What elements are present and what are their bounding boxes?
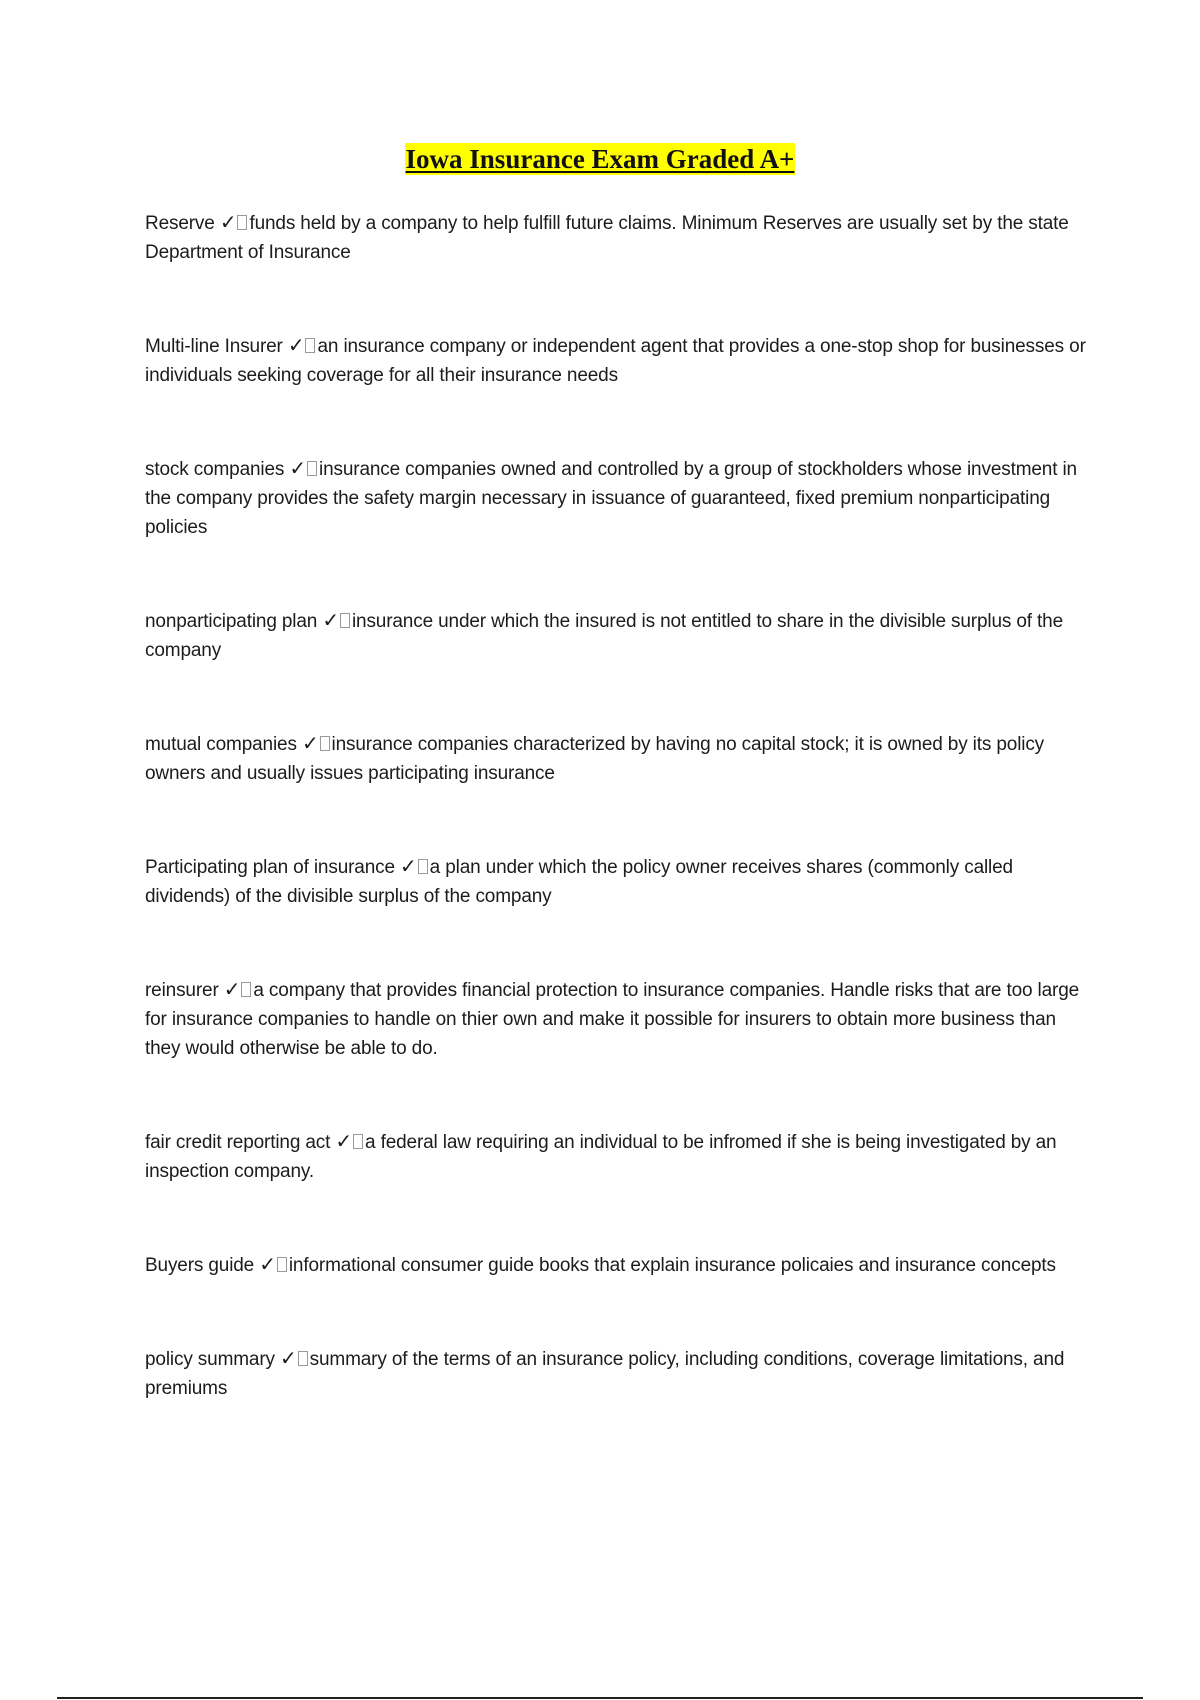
check-icon: ✓ [322, 608, 339, 632]
check-icon: ✓ [259, 1252, 276, 1276]
entry-term: reinsurer [145, 980, 219, 1001]
glossary-entry [145, 975, 1095, 1063]
placeholder-box-icon [298, 1351, 308, 1366]
footer-divider [57, 1697, 1143, 1699]
glossary-entry [145, 606, 1095, 665]
entry-term: fair credit reporting act [145, 1132, 331, 1153]
entry-term: Participating plan of insurance [145, 857, 395, 878]
entry-term: stock companies [145, 459, 285, 480]
entry-term: Buyers guide [145, 1255, 255, 1276]
glossary-entry [145, 1344, 1095, 1403]
glossary-entry [145, 454, 1095, 542]
check-icon: ✓ [223, 977, 241, 1001]
glossary-entry [145, 1127, 1095, 1186]
entry-definition: funds held by a company to help fulfill future claims. Minimum Reserves are usually set by the state Department of Insurance [145, 213, 1069, 263]
entry-term: Multi-line Insurer [145, 336, 283, 357]
glossary-entry [145, 729, 1095, 788]
placeholder-box-icon [307, 461, 317, 476]
placeholder-box-icon [353, 1134, 363, 1149]
glossary-entry [145, 208, 1095, 267]
entry-definition: a federal law requiring an individual to be infromed if she is being investigated by an inspection company. [145, 1132, 1057, 1182]
entry-definition: an insurance company or independent agent that provides a one-stop shop for businesses or individuals seeking coverage for all their insurance needs [145, 336, 1086, 386]
entry-term: Reserve [145, 213, 215, 234]
entry-definition: insurance under which the insured is not entitled to share in the divisible surplus of the company [145, 611, 1063, 661]
glossary-entry [145, 1250, 1095, 1280]
placeholder-box-icon [237, 215, 247, 230]
document-title: Iowa Insurance Exam Graded A+ [405, 144, 795, 174]
check-icon: ✓ [335, 1129, 353, 1153]
entry-definition: a plan under which the policy owner receives shares (commonly called dividends) of the divisible surplus of the company [145, 857, 1013, 907]
entry-definition: summary of the terms of an insurance policy, including conditions, coverage limitations, and premiums [145, 1349, 1065, 1399]
check-icon: ✓ [287, 333, 305, 357]
entry-term: mutual companies [145, 734, 297, 755]
glossary-list [145, 208, 1095, 1467]
entry-definition: a company that provides financial protection to insurance companies. Handle risks that are too large for insurance companies to handle on thier own and make it possible for insurers to obtain more business than they would otherwise be able to do. [145, 980, 1080, 1059]
placeholder-box-icon [305, 338, 315, 353]
check-icon: ✓ [289, 456, 307, 480]
placeholder-box-icon [320, 736, 330, 751]
entry-term: nonparticipating plan [145, 611, 318, 632]
glossary-entry [145, 852, 1095, 911]
check-icon: ✓ [400, 854, 417, 878]
entry-definition: informational consumer guide books that explain insurance policaies and insurance concepts [288, 1255, 1056, 1276]
check-icon: ✓ [280, 1346, 297, 1370]
title-container [0, 143, 1200, 175]
check-icon: ✓ [219, 210, 237, 234]
placeholder-box-icon [277, 1257, 287, 1272]
entry-definition: insurance companies owned and controlled by a group of stockholders whose investment in the company provides the safety margin necessary in issuance of guaranteed, fixed premium nonparticipating policies [145, 459, 1077, 538]
entry-term: policy summary [145, 1349, 275, 1370]
check-icon: ✓ [301, 731, 319, 755]
glossary-entry [145, 331, 1095, 390]
entry-definition: insurance companies characterized by having no capital stock; it is owned by its policy owners and usually issues participating insurance [145, 734, 1045, 784]
placeholder-box-icon [418, 859, 428, 874]
placeholder-box-icon [241, 982, 251, 997]
placeholder-box-icon [340, 613, 350, 628]
